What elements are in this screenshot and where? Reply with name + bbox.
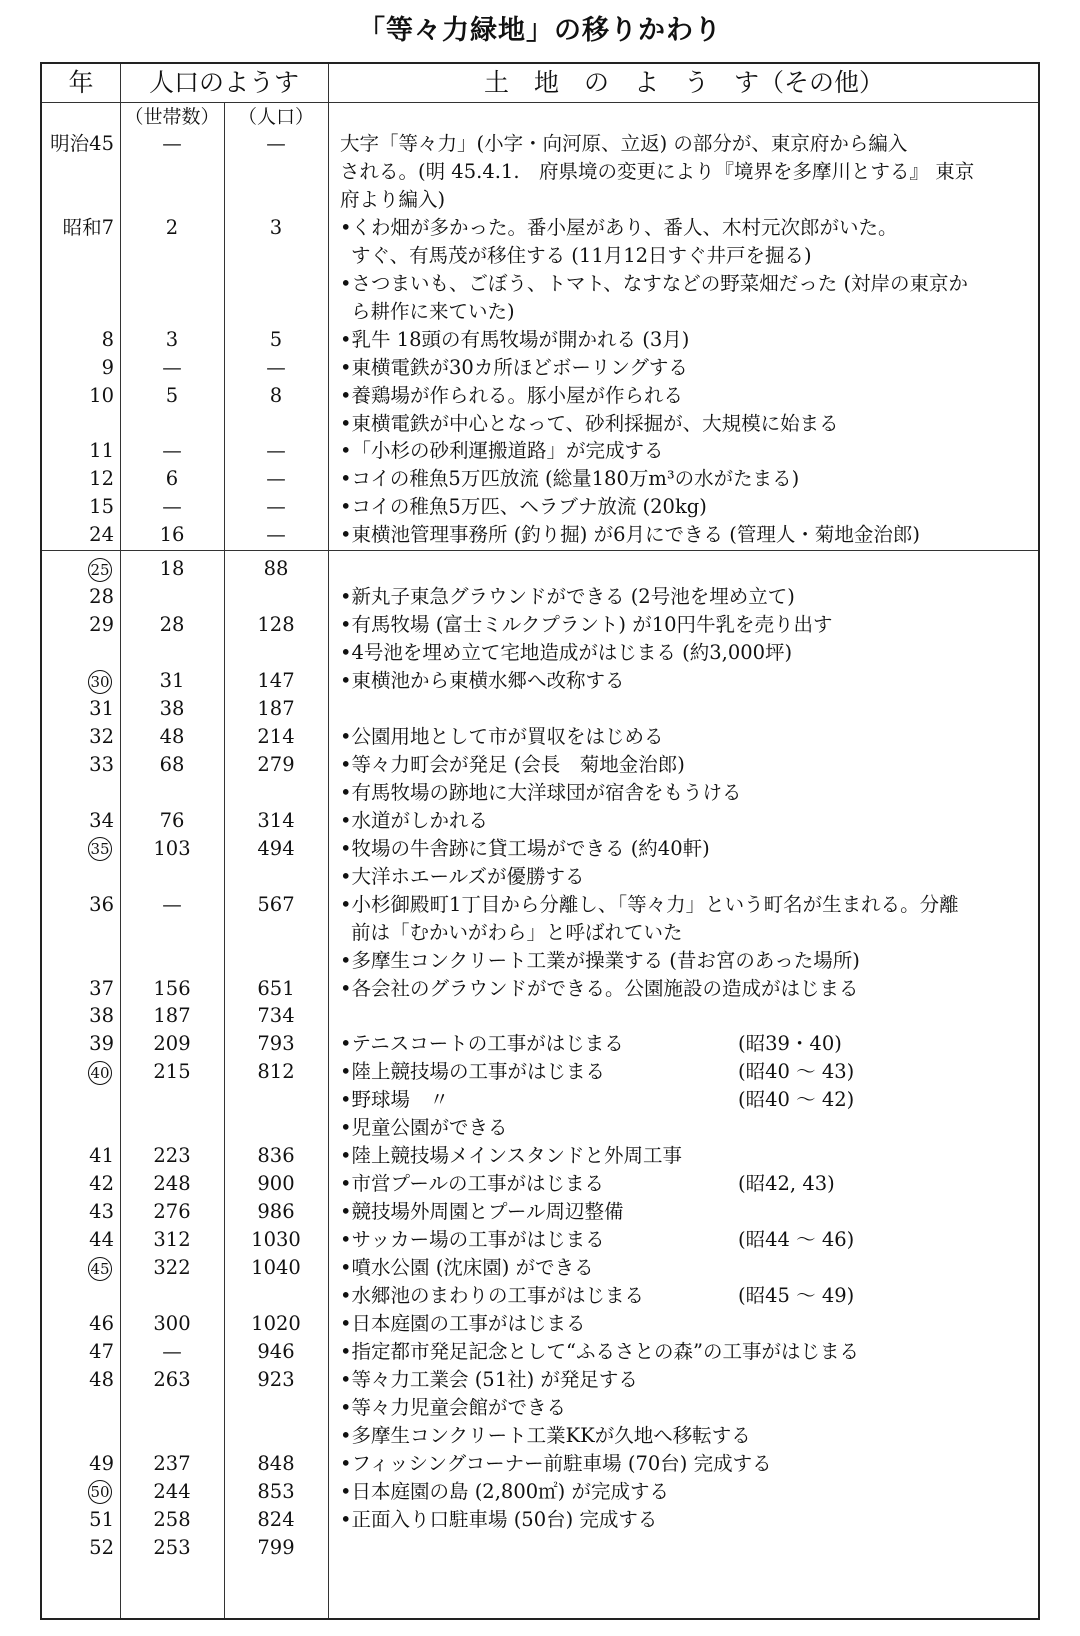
row-population: 128 — [257, 613, 295, 637]
row-population: 494 — [257, 836, 295, 860]
row-year: 42 — [89, 1172, 114, 1196]
row-households: 38 — [159, 697, 185, 720]
row-population: 1020 — [251, 1311, 301, 1335]
row-population: 799 — [257, 1535, 295, 1559]
row-population: 923 — [257, 1367, 295, 1391]
row-households: — — [162, 355, 182, 379]
row-households: 215 — [153, 1060, 191, 1084]
row-population: 836 — [257, 1144, 295, 1168]
row-year: 51 — [89, 1507, 114, 1531]
row-population: 848 — [257, 1451, 295, 1475]
row-event: •正面入り口駐車場 (50台) 完成する — [340, 1507, 658, 1531]
row-households: 248 — [153, 1172, 191, 1196]
row-population: 824 — [257, 1507, 295, 1531]
row-population: — — [266, 523, 286, 547]
row-year: 37 — [89, 976, 114, 1000]
circled-year: 40 — [88, 1061, 112, 1085]
row-households: 68 — [159, 752, 185, 776]
row-households: 16 — [159, 523, 185, 547]
row-event: •野球場 〃 — [340, 1088, 450, 1112]
row-households: 2 — [165, 215, 179, 239]
row-households: 263 — [153, 1367, 191, 1391]
row-population: 214 — [257, 724, 295, 748]
row-year: 明治45 — [50, 132, 114, 155]
row-year: 10 — [89, 383, 114, 407]
row-event: •乳牛 18頭の有馬牧場が開かれる (3月) — [340, 327, 690, 351]
row-event: •水道がしかれる — [340, 808, 489, 832]
row-households: — — [162, 892, 182, 916]
row-population: 946 — [257, 1339, 295, 1363]
row-households: 156 — [153, 976, 191, 1000]
row-population: 734 — [257, 1004, 295, 1028]
row-households: 209 — [153, 1032, 191, 1056]
row-event: •大洋ホエールズが優勝する — [340, 864, 585, 888]
row-year: 28 — [89, 585, 114, 609]
row-population: 279 — [257, 752, 295, 776]
row-year — [42, 1058, 114, 1086]
row-year — [42, 667, 114, 695]
row-households: 312 — [153, 1228, 191, 1252]
row-households: 322 — [153, 1256, 191, 1279]
row-year: 44 — [89, 1228, 114, 1252]
row-households: 253 — [153, 1535, 191, 1559]
row-population: 314 — [257, 808, 295, 832]
row-event: •等々力工業会 (51社) が発足する — [340, 1367, 638, 1391]
row-population: 1030 — [251, 1228, 301, 1252]
row-year: 24 — [89, 523, 114, 547]
row-population: 147 — [257, 669, 295, 693]
row-year: 39 — [89, 1032, 114, 1056]
row-year — [42, 835, 114, 863]
header-population: 人口のようす — [148, 68, 299, 97]
row-households: 5 — [165, 383, 179, 407]
row-year — [42, 1254, 114, 1282]
row-households: 244 — [153, 1479, 191, 1503]
row-event: すぐ、有馬茂が移住する (11月12日すぐ井戸を掘る) — [351, 243, 812, 267]
row-period: (昭40 ～ 43) — [738, 1060, 855, 1084]
row-households: 3 — [165, 327, 179, 351]
row-event: される。(明 45.4.1. 府県境の変更により『境界を多摩川とする』 東京 — [340, 159, 975, 183]
row-period: (昭42, 43) — [738, 1172, 835, 1196]
row-households: — — [162, 495, 182, 519]
row-households: — — [162, 439, 182, 463]
row-population: 812 — [257, 1060, 295, 1084]
row-event: •新丸子東急グラウンドができる (2号池を埋め立て) — [340, 585, 795, 609]
row-event: •東横電鉄が30カ所ほどボーリングする — [340, 355, 688, 379]
row-population: 8 — [269, 383, 283, 407]
row-event: •有馬牧場 (富士ミルクプラント) が10円牛乳を売り出す — [340, 613, 833, 637]
row-year: 11 — [89, 439, 114, 463]
row-population: 793 — [257, 1032, 295, 1056]
row-population: — — [266, 355, 286, 379]
row-event: •陸上競技場の工事がはじまる — [340, 1060, 606, 1084]
row-event: •コイの稚魚5万匹放流 (総量180万m³の水がたまる) — [340, 467, 800, 491]
row-event: •くわ畑が多かった。番小屋があり、番人、木村元次郎がいた。 — [340, 215, 898, 239]
row-year: 47 — [89, 1339, 114, 1363]
row-event: •小杉御殿町1丁目から分離し、「等々力」という町名が生まれる。分離 — [340, 892, 959, 916]
row-event: •児童公園ができる — [340, 1116, 508, 1140]
row-year: 32 — [89, 724, 114, 748]
row-year — [42, 1478, 114, 1506]
row-households: 31 — [159, 669, 185, 693]
row-event: •指定都市発足記念として“ふるさとの森”の工事がはじまる — [340, 1339, 859, 1363]
row-year: 46 — [89, 1311, 114, 1335]
row-population: 853 — [257, 1479, 295, 1503]
row-event: •競技場外周園とプール周辺整備 — [340, 1200, 624, 1224]
row-event: •東横池から東横水郷へ改称する — [340, 669, 625, 693]
row-event: 大字「等々力」(小字・向河原、立返) の部分が、東京府から編入 — [340, 132, 908, 155]
header-year: 年 — [68, 68, 94, 97]
row-year: 15 — [89, 495, 114, 519]
row-event: ら耕作に来ていた) — [351, 299, 515, 323]
row-population: — — [266, 132, 286, 155]
row-year: 48 — [89, 1367, 114, 1391]
row-period: (昭39・40) — [738, 1032, 842, 1056]
row-year: 52 — [89, 1535, 114, 1559]
subheader-people: （人口） — [237, 106, 314, 128]
row-year: 9 — [101, 355, 114, 379]
row-households: 103 — [153, 836, 191, 860]
row-event: •有馬牧場の跡地に大洋球団が宿舎をもうける — [340, 780, 742, 804]
history-table — [40, 62, 1040, 1620]
row-households: 223 — [153, 1144, 191, 1168]
row-event: 府より編入) — [340, 187, 446, 211]
row-households: 18 — [159, 557, 185, 581]
row-households: 48 — [159, 724, 185, 748]
row-year: 昭和7 — [62, 215, 114, 239]
row-event: •等々力町会が発足 (会長 菊地金治郎) — [340, 752, 685, 776]
row-period: (昭44 ～ 46) — [738, 1228, 855, 1252]
row-event: •市営プールの工事がはじまる — [340, 1172, 605, 1196]
row-event: •各会社のグラウンドができる。公園施設の造成がはじまる — [340, 976, 859, 1000]
row-population: — — [266, 439, 286, 463]
row-households: 76 — [159, 808, 185, 832]
row-event: •日本庭園の工事がはじまる — [340, 1311, 586, 1335]
row-event: •噴水公園 (沈床園) ができる — [340, 1256, 594, 1279]
row-households: 28 — [159, 613, 185, 637]
row-year: 8 — [101, 327, 114, 351]
row-population: 3 — [269, 215, 283, 239]
row-households: 187 — [153, 1004, 191, 1028]
row-event: •水郷池のまわりの工事がはじまる — [340, 1283, 645, 1307]
row-event: •4号池を埋め立て宅地造成がはじまる (約3,000坪) — [340, 641, 793, 665]
row-year: 43 — [89, 1200, 114, 1224]
row-population: 1040 — [251, 1256, 301, 1279]
row-households: — — [162, 132, 182, 155]
row-population: 651 — [257, 976, 295, 1000]
column-divider — [328, 64, 329, 1618]
row-year: 29 — [89, 613, 114, 637]
row-year: 33 — [89, 752, 114, 776]
row-population: — — [266, 495, 286, 519]
header-divider — [42, 102, 1038, 103]
row-population: 88 — [263, 557, 289, 581]
row-population: 900 — [257, 1172, 295, 1196]
row-event: •東横池管理事務所 (釣り掘) が6月にできる (管理人・菊地金治郎) — [340, 523, 920, 547]
row-event: •フィッシングコーナー前駐車場 (70台) 完成する — [340, 1451, 772, 1475]
row-event: •陸上競技場メインスタンドと外周工事 — [340, 1144, 683, 1168]
row-event: •牧場の牛舎跡に貸工場ができる (約40軒) — [340, 836, 710, 860]
row-population: 187 — [257, 697, 295, 720]
row-event: 前は「むかいがわら」と呼ばれていた — [351, 920, 683, 944]
circled-year: 45 — [88, 1257, 112, 1281]
row-households: — — [162, 1339, 182, 1363]
row-households: 300 — [153, 1311, 191, 1335]
row-population: 567 — [257, 892, 295, 916]
row-households: 237 — [153, 1451, 191, 1475]
circled-year: 30 — [88, 670, 112, 694]
row-households: 258 — [153, 1507, 191, 1531]
subheader-households: （世帯数） — [124, 106, 220, 128]
row-event: •テニスコートの工事がはじまる — [340, 1032, 624, 1056]
row-year: 31 — [89, 697, 114, 720]
row-year: 38 — [89, 1004, 114, 1028]
row-period: (昭45 ～ 49) — [738, 1283, 855, 1307]
circled-year: 25 — [88, 558, 112, 582]
row-population: — — [266, 467, 286, 491]
era-divider — [42, 550, 1038, 551]
circled-year: 35 — [88, 837, 112, 861]
row-households: 276 — [153, 1200, 191, 1224]
row-event: •サッカー場の工事がはじまる — [340, 1228, 605, 1252]
row-event: •「小杉の砂利運搬道路」が完成する — [340, 439, 664, 463]
row-year — [42, 555, 114, 583]
row-population: 986 — [257, 1200, 295, 1224]
row-event: •日本庭園の島 (2,800㎡) が完成する — [340, 1479, 669, 1503]
row-year: 49 — [89, 1451, 114, 1475]
row-event: •多摩生コンクリート工業KKが久地へ移転する — [340, 1423, 751, 1447]
row-households: 6 — [165, 467, 179, 491]
row-year: 36 — [89, 892, 114, 916]
row-event: •東横電鉄が中心となって、砂利採掘が、大規模に始まる — [340, 411, 839, 435]
row-year: 34 — [89, 808, 114, 832]
header-land: 土 地 の よ う す（その他） — [483, 68, 884, 97]
row-event: •コイの稚魚5万匹、ヘラブナ放流 (20kg) — [340, 495, 707, 519]
row-event: •多摩生コンクリート工業が操業する (昔お宮のあった場所) — [340, 948, 860, 972]
page-title: 「等々力緑地」の移りかわり — [358, 15, 722, 46]
row-period: (昭40 ～ 42) — [738, 1088, 855, 1112]
row-year: 12 — [89, 467, 114, 491]
row-event: •さつまいも、ごぼう、トマト、なすなどの野菜畑だった (対岸の東京か — [340, 271, 969, 295]
row-event: •等々力児童会館ができる — [340, 1395, 567, 1419]
row-year: 41 — [89, 1144, 114, 1168]
circled-year: 50 — [88, 1480, 112, 1504]
row-event: •養鶏場が作られる。豚小屋が作られる — [340, 383, 684, 407]
row-event: •公園用地として市が買収をはじめる — [340, 724, 664, 748]
row-population: 5 — [269, 327, 283, 351]
